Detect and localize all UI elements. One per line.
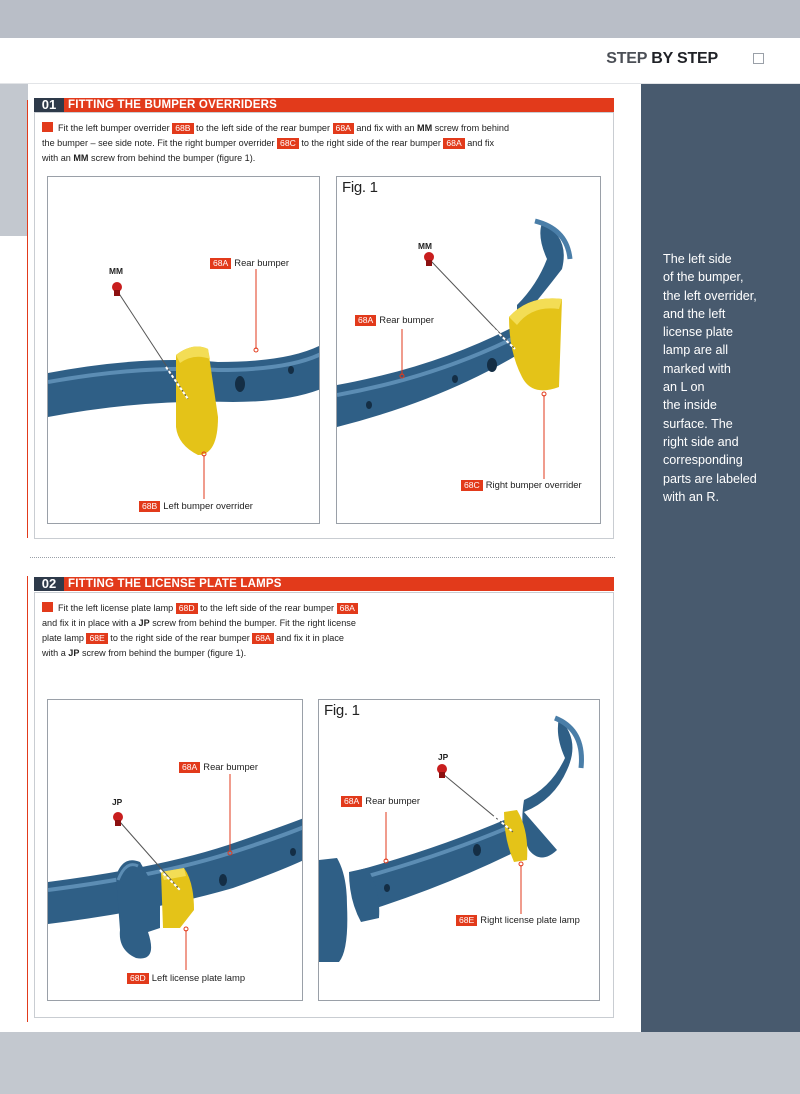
- section-1-number: 01: [34, 98, 64, 112]
- section-2-header: [34, 577, 614, 591]
- figure-overrider-left: [47, 176, 320, 524]
- section-1-header: [34, 98, 614, 112]
- left-band: [0, 84, 28, 236]
- side-note: The left side of the bumper, the left overrider, and the left license plate lamp are all marked with an L on the inside surface. The right side and corresponding parts are labeled with an R.: [663, 252, 757, 504]
- screw-label: MM: [418, 241, 432, 251]
- section-2-line-2: and fix it in place with a JP screw from behind the bumper. Fit the right license: [42, 618, 356, 628]
- callout-rear-bumper: 68A Rear bumper: [355, 314, 434, 326]
- section-1-rule: [27, 100, 28, 538]
- callout-rear-bumper: 68A Rear bumper: [341, 795, 420, 807]
- figure-overrider-right: [336, 176, 601, 524]
- section-1-title: FITTING THE BUMPER OVERRIDERS: [68, 99, 277, 111]
- section-2-rule: [27, 576, 28, 1022]
- section-2-title: FITTING THE LICENSE PLATE LAMPS: [68, 578, 282, 590]
- bumper-left-lamp-illustration: [48, 700, 303, 1001]
- bullet-icon: [42, 602, 53, 612]
- section-1-line-3: with an MM screw from behind the bumper (figure 1).: [42, 153, 256, 163]
- section-2-line-4: with a JP screw from behind the bumper (figure 1).: [42, 648, 247, 658]
- square-icon: [753, 53, 764, 64]
- callout-right-license-plate-lamp: 68E Right license plate lamp: [456, 914, 580, 926]
- screw-label: JP: [112, 797, 123, 807]
- callout-left-license-plate-lamp: 68D Left license plate lamp: [127, 972, 245, 984]
- bumper-right-lamp-illustration: [319, 700, 600, 1001]
- figure-lamp-left: [47, 699, 303, 1001]
- callout-left-bumper-overrider: 68B Left bumper overrider: [139, 500, 253, 512]
- screw-label: MM: [109, 266, 123, 276]
- bumper-right-illustration: [337, 177, 601, 524]
- section-2-line-3: plate lamp 68E to the right side of the rear bumper 68A and fix it in place: [42, 633, 344, 643]
- callout-right-bumper-overrider: 68C Right bumper overrider: [461, 479, 582, 491]
- bullet-icon: [42, 122, 53, 132]
- section-divider: [30, 557, 615, 558]
- top-band: [0, 0, 800, 38]
- screw-label: JP: [438, 752, 449, 762]
- section-1-line-1: Fit the left bumper overrider 68B to the left side of the rear bumper 68A and fix with an MM screw from behind: [42, 121, 509, 136]
- callout-rear-bumper: 68A Rear bumper: [179, 761, 258, 773]
- bumper-left-illustration: [48, 177, 320, 524]
- callout-rear-bumper: 68A Rear bumper: [210, 257, 289, 269]
- figure-lamp-right: [318, 699, 600, 1001]
- section-2-number: 02: [34, 577, 64, 591]
- section-1-line-2: the bumper – see side note. Fit the right bumper overrider 68C to the right side of the rear bumper 68A and fix: [42, 138, 495, 148]
- bottom-band: [0, 1032, 800, 1094]
- sidebar: [641, 84, 800, 1032]
- figure-label: Fig. 1: [342, 179, 378, 196]
- page-title: STEP BY STEP: [606, 50, 718, 67]
- figure-label: Fig. 1: [324, 702, 360, 719]
- section-2-line-1: Fit the left license plate lamp 68D to the left side of the rear bumper 68A: [42, 601, 358, 616]
